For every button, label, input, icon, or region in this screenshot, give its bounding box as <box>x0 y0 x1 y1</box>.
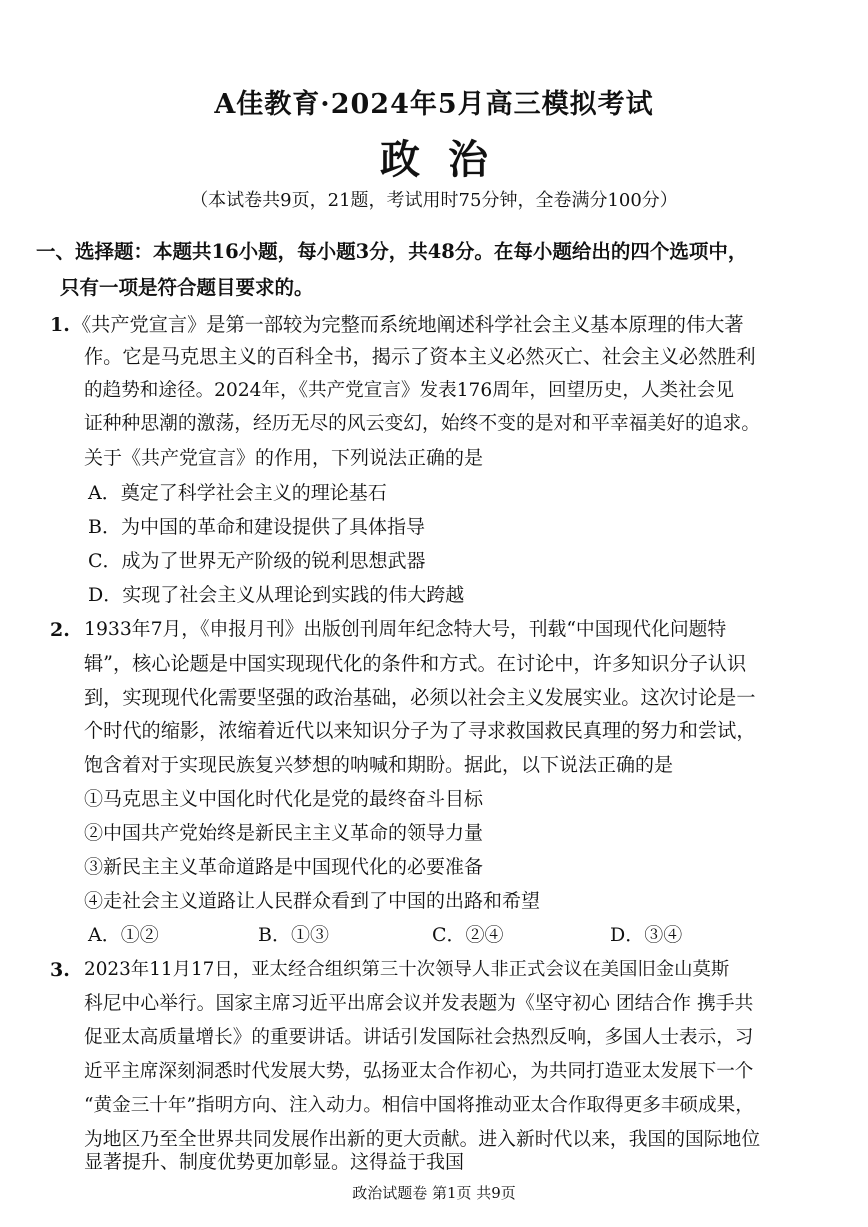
statement-3: ③新民主主义革命道路是中国现代化的必要准备 <box>84 856 484 878</box>
question-number: 2. <box>50 619 70 641</box>
statement-2: ②中国共产党始终是新民主主义革命的领导力量 <box>84 822 484 844</box>
choice-d: D．③④ <box>610 924 683 946</box>
page-footer: 政治试题卷 第1页 共9页 <box>352 1184 516 1202</box>
question-3-line-3: 促亚太高质量增长》的重要讲话。讲话引发国际社会热烈反响，多国人士表示，习 <box>84 1027 754 1048</box>
statement-1: ①马克思主义中国化时代化是党的最终奋斗目标 <box>84 788 484 810</box>
question-3-line-7: 显著提升、制度优势更加彰显。这得益于我国 <box>84 1151 465 1173</box>
question-2-line-3: 到，实现现代化需要坚强的政治基础，必须以社会主义发展实业。这次讨论是一 <box>84 686 756 709</box>
subject-title: 政治 <box>380 136 516 183</box>
question-2-line-4: 个时代的缩影，浓缩着近代以来知识分子为了寻求救国救民真理的努力和尝试， <box>84 719 756 742</box>
question-1-line-2: 作。它是马克思主义的百科全书，揭示了资本主义必然灭亡、社会主义必然胜利 <box>84 345 756 368</box>
section-heading-line-2: 只有一项是符合题目要求的。 <box>60 276 314 299</box>
option-a: A．奠定了科学社会主义的理论基石 <box>88 482 387 504</box>
choice-c: C．②④ <box>432 924 504 946</box>
question-3-line-1: 2023年11月17日，亚太经合组织第三十次领导人非正式会议在美国旧金山莫斯 <box>84 959 730 980</box>
question-1-line-5: 关于《共产党宣言》的作用，下列说法正确的是 <box>84 447 484 469</box>
option-d: D．实现了社会主义从理论到实践的伟大跨越 <box>88 584 465 606</box>
option-b: B．为中国的革命和建设提供了具体指导 <box>88 516 425 538</box>
question-3-line-6: 为地区乃至全世界共同发展作出新的更大贡献。进入新时代以来，我国的国际地位 <box>84 1129 761 1150</box>
statement-4: ④走社会主义道路让人民群众看到了中国的出路和希望 <box>84 890 541 912</box>
question-number: 1. <box>50 314 70 336</box>
option-c: C．成为了世界无产阶级的锐利思想武器 <box>88 550 426 572</box>
question-3-line-2: 科尼中心举行。国家主席习近平出席会议并发表题为《坚守初心 团结合作 携手共 <box>84 993 754 1014</box>
question-number: 3. <box>50 959 70 981</box>
question-3-line-4: 近平主席深刻洞悉时代发展大势，弘扬亚太合作初心，为共同打造亚太发展下一个 <box>84 1061 754 1082</box>
question-2-line-1: 1933年7月，《申报月刊》出版创刊周年纪念特大号，刊载“中国现代化问题特 <box>84 619 727 640</box>
question-1-line-3: 的趋势和途径。2024年，《共产党宣言》发表176周年，回望历史，人类社会见 <box>84 380 734 401</box>
exam-info: （本试卷共9页，21题，考试用时75分钟，全卷满分100分） <box>190 190 678 211</box>
question-3-line-5: “黄金三十年”指明方向、注入动力。相信中国将推动亚太合作取得更多丰硕成果， <box>84 1095 754 1116</box>
question-2-line-2: 辑”，核心论题是中国实现现代化的条件和方式。在讨论中，许多知识分子认识 <box>84 652 747 675</box>
exam-title: A佳教育·2024年5月高三模拟考试 <box>214 89 654 120</box>
section-heading-line-1: 一、选择题：本题共16小题，每小题3分，共48分。在每小题给出的四个选项中， <box>36 240 748 263</box>
question-1-line-4: 证种种思潮的激荡，经历无尽的风云变幻，始终不变的是对和平幸福美好的追求。 <box>84 413 761 434</box>
question-2-line-5: 饱含着对于实现民族复兴梦想的呐喊和期盼。据此，以下说法正确的是 <box>84 754 674 776</box>
question-1-line-1: 《共产党宣言》是第一部较为完整而系统地阐述科学社会主义基本原理的伟大著 <box>72 313 744 336</box>
choice-a: A．①② <box>88 924 159 946</box>
choice-b: B．①③ <box>258 924 329 946</box>
